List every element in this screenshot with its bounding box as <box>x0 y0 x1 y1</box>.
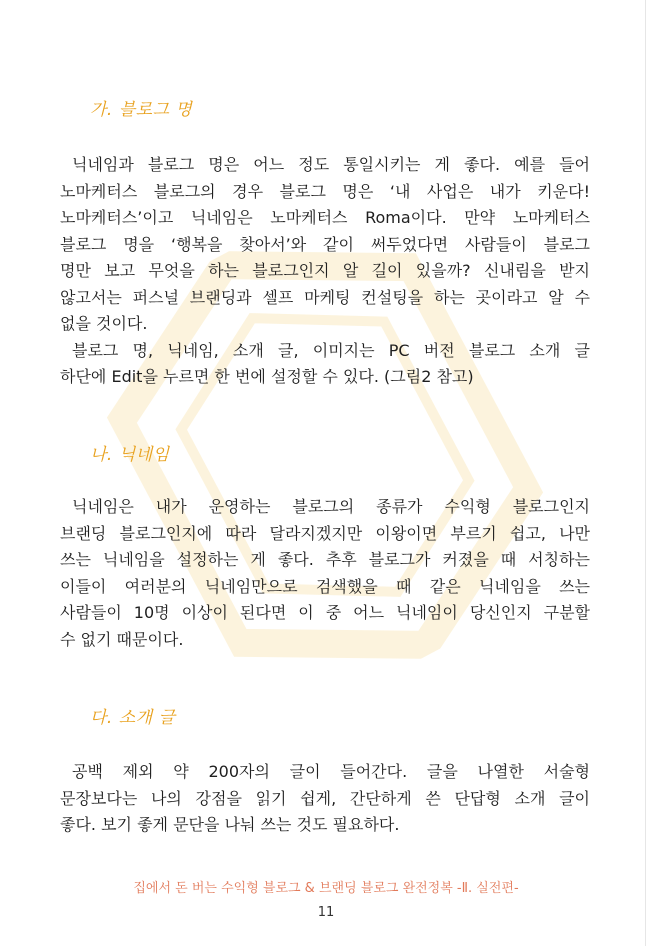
paragraph-intro-text <box>60 759 590 839</box>
text-line: 블로그 명을 ‘행복을 찾아서’와 같이 써두었다면 사람들이 블로그 <box>60 234 590 254</box>
text-line: 노마케터스 블로그의 경우 블로그 명은 ‘내 사업은 내가 키운다! <box>60 181 590 201</box>
text-line: 사람들이 10명 이상이 된다면 이 중 어느 닉네임이 당신인지 구분할 <box>60 603 590 622</box>
page-footer: 집에서 돈 버는 수익형 블로그 & 브랜딩 블로그 완전정복 -Ⅱ. 실전편- <box>133 881 519 896</box>
text-line: 노마케터스’이고 닉네임은 노마케터스 Roma이다. 만약 노마케터스 <box>60 208 590 227</box>
text-line: 없을 것이다. <box>60 314 148 333</box>
page-number: 11 <box>317 905 335 920</box>
section-heading-intro-text: 다. 소개 글 <box>90 708 176 728</box>
text-line: 블로그 명, 닉네임, 소개 글, 이미지는 PC 버전 블로그 소개 글 <box>72 340 590 360</box>
text-line: 쓰는 닉네임을 설정하는 게 좋다. 추후 블로그가 커졌을 때 서칭하는 <box>60 550 590 569</box>
text-line: 닉네임과 블로그 명은 어느 정도 통일시키는 게 좋다. 예를 들어 <box>72 155 590 174</box>
text-line: 하단에 Edit을 누르면 한 번에 설정할 수 있다. (그림2 참고) <box>60 367 474 386</box>
text-line: 수 없기 때문이다. <box>60 629 184 649</box>
text-line: 좋다. 보기 좋게 문단을 나눠 쓰는 것도 필요하다. <box>60 815 400 834</box>
text-line: 않고서는 퍼스널 브랜딩과 셀프 마케팅 컨설팅을 하는 곳이라고 알 수 <box>60 287 590 307</box>
page-edge-line <box>645 0 646 946</box>
text-line: 이들이 여러분의 닉네임만으로 검색했을 때 같은 닉네임을 쓰는 <box>60 576 590 596</box>
text-line: 문장보다는 나의 강점을 읽기 쉽게, 간단하게 쓴 단답형 소개 글이 <box>60 788 590 808</box>
paragraph-blog-name <box>60 152 590 391</box>
text-line: 브랜딩 블로그인지에 따라 달라지겠지만 이왕이면 부르기 쉽고, 나만 <box>60 523 590 543</box>
text-line: 공백 제외 약 200자의 글이 들어간다. 글을 나열한 서술형 <box>72 762 590 781</box>
text-line: 명만 보고 무엇을 하는 블로그인지 알 길이 있을까? 신내림을 받지 <box>60 261 590 280</box>
text-line: 닉네임은 내가 운영하는 블로그의 종류가 수익형 블로그인지 <box>72 497 590 516</box>
section-heading-blog-name: 가. 블로그 명 <box>90 100 193 120</box>
section-heading-nickname: 나. 닉네임 <box>90 445 170 465</box>
paragraph-nickname <box>60 494 590 653</box>
